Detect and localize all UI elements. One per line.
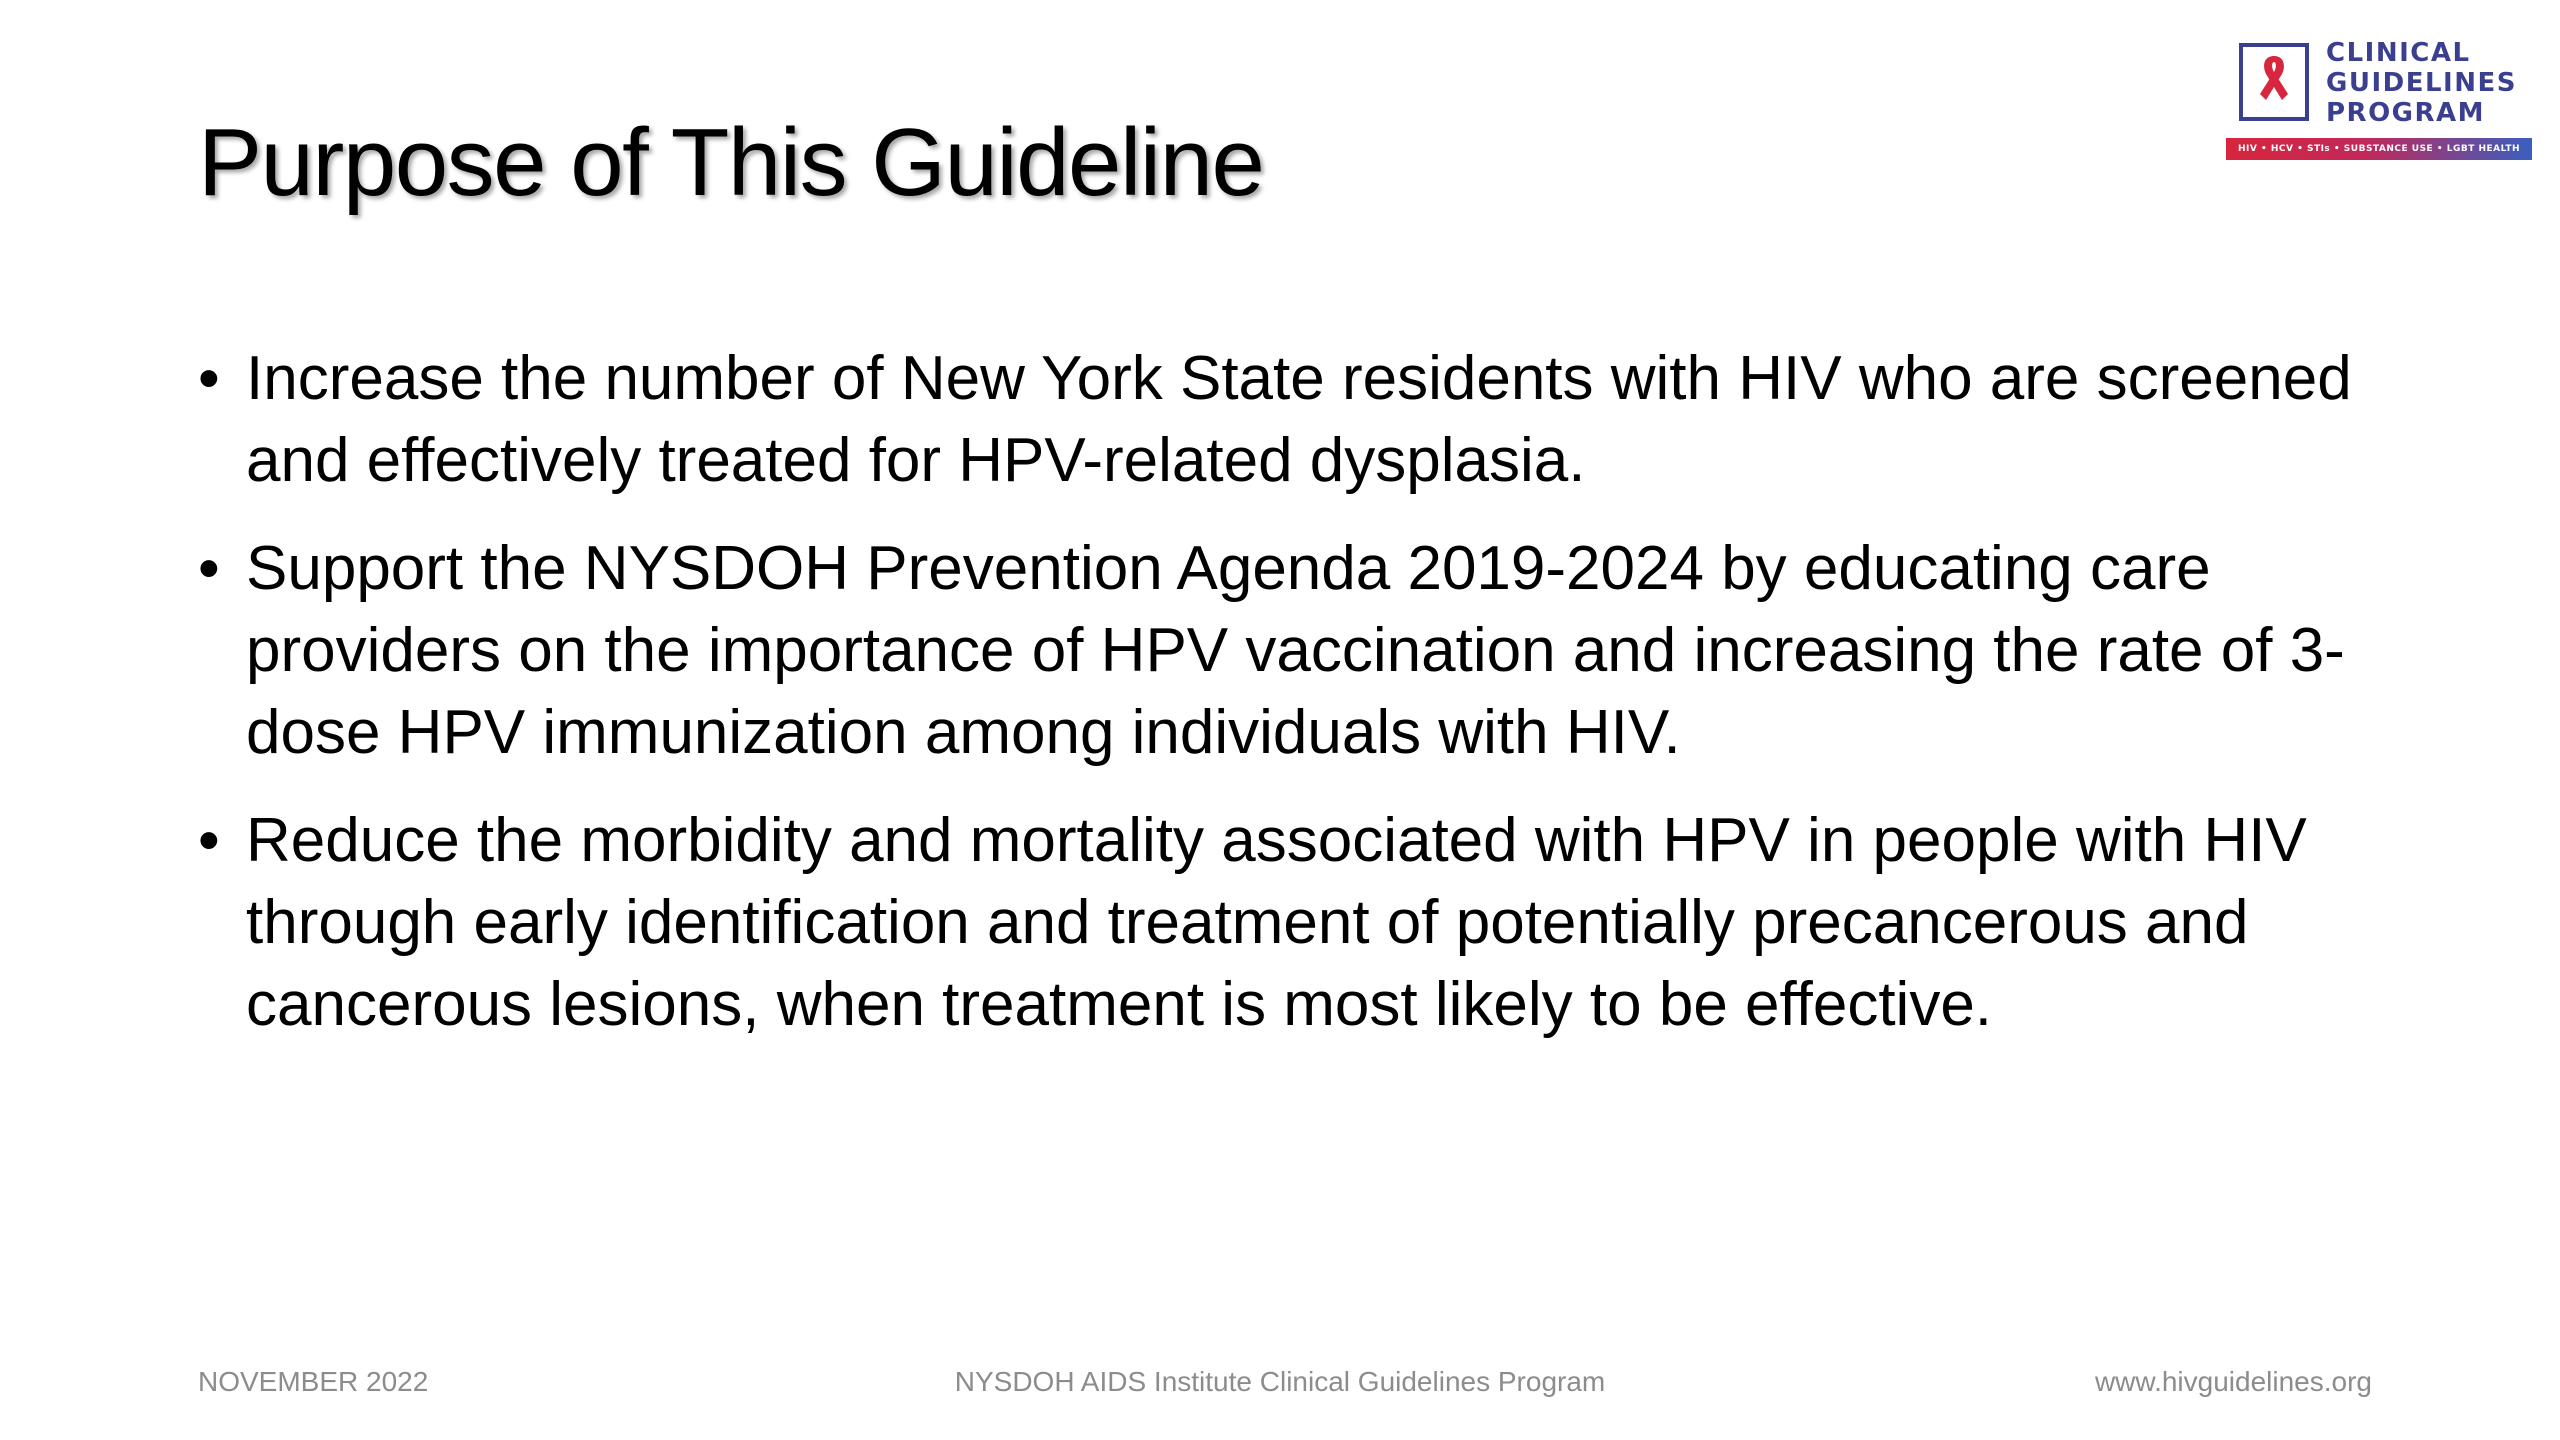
logo-line-2: GUIDELINES [2326,68,2517,98]
clinical-guidelines-program-logo [2226,38,2536,160]
red-ribbon-icon [2238,42,2310,122]
bullet-glyph: • [198,534,220,603]
footer-organization: NYSDOH AIDS Institute Clinical Guidelines Program [954,1366,1606,1397]
logo-line-1: CLINICAL [2326,38,2471,68]
bullet-item [198,338,2438,502]
bullet-text: Reduce the morbidity and mortality associated with HPV in people with HIV through early identification and treatment of potentially precancerous and cancerous lesions, when treatment is most likely to be effective. [246,806,2307,1039]
bullet-text: Increase the number of New York State residents with HIV who are screened and effectively treated for HPV-related dysplasia. [246,344,2352,495]
bullet-glyph: • [198,806,220,875]
logo-line-3: PROGRAM [2326,98,2486,128]
bullet-list [198,338,2438,1072]
bullet-item [198,528,2438,774]
bullet-item [198,800,2438,1046]
footer-website: www.hivguidelines.org [2094,1366,2372,1397]
slide-title: Purpose of This Guideline [198,109,1264,216]
bullet-text: Support the NYSDOH Prevention Agenda 2019-2024 by educating care providers on the importance of HPV vaccination and increasing the rate of 3-dose HPV immunization among individuals with HIV. [246,534,2345,767]
logo-wordmark [2326,38,2517,128]
logo-tagline-bar: HIV • HCV • STIs • SUBSTANCE USE • LGBT HEALTH [2226,138,2532,160]
bullet-glyph: • [198,344,220,413]
footer-date: NOVEMBER 2022 [198,1366,429,1397]
